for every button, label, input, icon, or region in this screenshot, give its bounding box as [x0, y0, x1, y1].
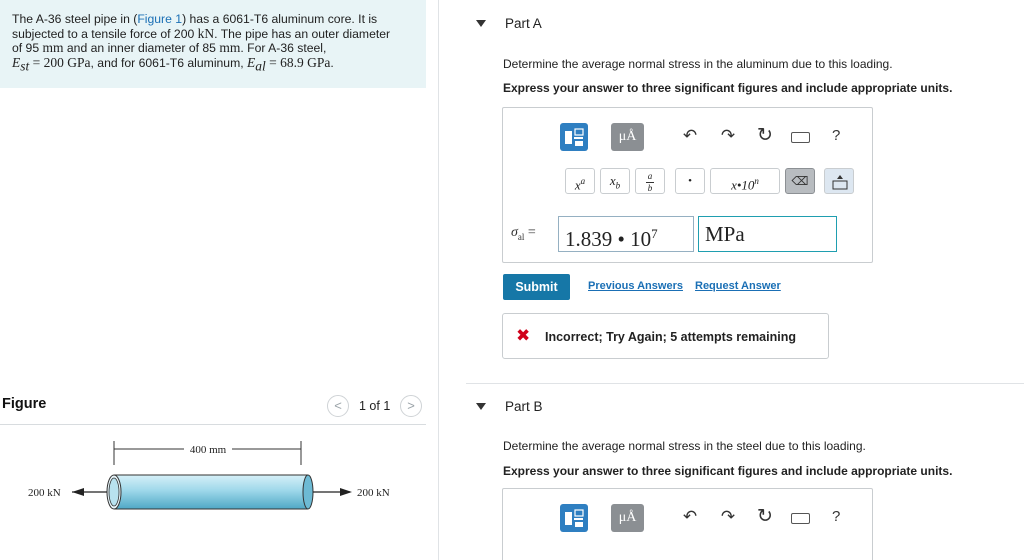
templates-icon — [560, 504, 588, 532]
figure-divider — [0, 424, 426, 425]
dot-button[interactable]: • — [675, 168, 705, 194]
templates-button[interactable] — [560, 123, 588, 151]
feedback-text: Incorrect; Try Again; 5 attempts remaining — [545, 330, 796, 344]
redo-icon[interactable]: ↷ — [720, 126, 736, 145]
sigma-al-label: $\sigma_{al}$ = — [511, 225, 536, 242]
part-b-label: Part B — [505, 399, 543, 414]
pipe-figure — [0, 430, 426, 560]
keyboard-toggle-button[interactable] — [824, 168, 854, 194]
part-a-answer-panel — [502, 107, 873, 263]
part-a-prompt: Determine the average normal stress in the aluminum due to this loading. — [503, 57, 893, 71]
templates-icon — [560, 123, 588, 151]
aluminum-core-end — [109, 478, 119, 506]
value-input[interactable]: 1.839 • $10^7$ — [558, 216, 694, 252]
request-answer-link[interactable]: Request Answer — [695, 280, 781, 292]
feedback-box — [502, 313, 829, 359]
part-b-instruction: Express your answer to three significant figures and include appropriate units. — [503, 464, 953, 478]
problem-line-3: of 95 mm and an inner diameter of 85 mm. For A-36 steel, — [12, 40, 327, 56]
fraction-button[interactable]: a b — [635, 168, 665, 194]
force-label-right: 200 kN — [357, 487, 390, 499]
keyboard-icon[interactable] — [791, 132, 810, 143]
templates-button[interactable] — [560, 504, 588, 532]
superscript-button[interactable]: $x^a$ — [565, 168, 595, 194]
problem-statement — [0, 0, 426, 88]
reset-icon[interactable]: ↻ — [757, 125, 773, 146]
subscript-button[interactable]: $x_b$ — [600, 168, 630, 194]
figure-header — [0, 393, 426, 421]
part-b-answer-panel — [502, 488, 873, 560]
force-arrow-left-head — [72, 488, 84, 496]
undo-icon[interactable]: ↶ — [682, 507, 698, 526]
unit-input[interactable]: MPa — [698, 216, 837, 252]
reset-icon[interactable]: ↻ — [757, 506, 773, 527]
part-a-label: Part A — [505, 16, 542, 31]
scientific-notation-button[interactable]: x•10$^n$ — [710, 168, 780, 194]
figure-counter: 1 of 1 — [359, 399, 391, 413]
submit-button[interactable]: Submit — [503, 274, 570, 300]
figure-next-button[interactable]: > — [400, 395, 422, 417]
previous-answers-link[interactable]: Previous Answers — [588, 280, 683, 292]
units-button[interactable]: μÅ — [611, 504, 644, 532]
part-b-prompt: Determine the average normal stress in the steel due to this loading. — [503, 439, 866, 453]
collapse-triangle-icon[interactable] — [476, 403, 486, 410]
force-label-left: 200 kN — [28, 487, 61, 499]
help-icon[interactable]: ? — [832, 127, 841, 144]
keyboard-icon[interactable] — [791, 513, 810, 524]
figure-link[interactable]: Figure 1 — [137, 12, 183, 26]
dimension-label: 400 mm — [189, 444, 227, 456]
section-divider — [466, 383, 1024, 384]
figure-title: Figure — [2, 396, 47, 412]
force-arrow-right-head — [340, 488, 352, 496]
units-button[interactable]: μÅ — [611, 123, 644, 151]
pipe-body — [114, 475, 308, 509]
figure-prev-button[interactable]: < — [327, 395, 349, 417]
keyboard-toggle-icon — [825, 169, 855, 195]
problem-line-4: $E_{st} = 200$ GPa, and for 6061-T6 aluminum, $E_{al} = 68.9$ GPa. — [12, 54, 334, 74]
problem-line-2: subjected to a tensile force of 200 kN. The pipe has an outer diameter — [12, 25, 391, 41]
incorrect-icon: ✖ — [516, 326, 531, 345]
backspace-button[interactable]: ⌫ — [785, 168, 815, 194]
pipe-end-right — [303, 475, 313, 509]
redo-icon[interactable]: ↷ — [720, 507, 736, 526]
collapse-triangle-icon[interactable] — [476, 20, 486, 27]
undo-icon[interactable]: ↶ — [682, 126, 698, 145]
help-icon[interactable]: ? — [832, 508, 841, 525]
column-divider — [438, 0, 439, 560]
problem-line-1: The A-36 steel pipe in (Figure 1) has a 6061-T6 aluminum core. It is — [12, 12, 378, 26]
part-a-instruction: Express your answer to three significant figures and include appropriate units. — [503, 81, 953, 95]
